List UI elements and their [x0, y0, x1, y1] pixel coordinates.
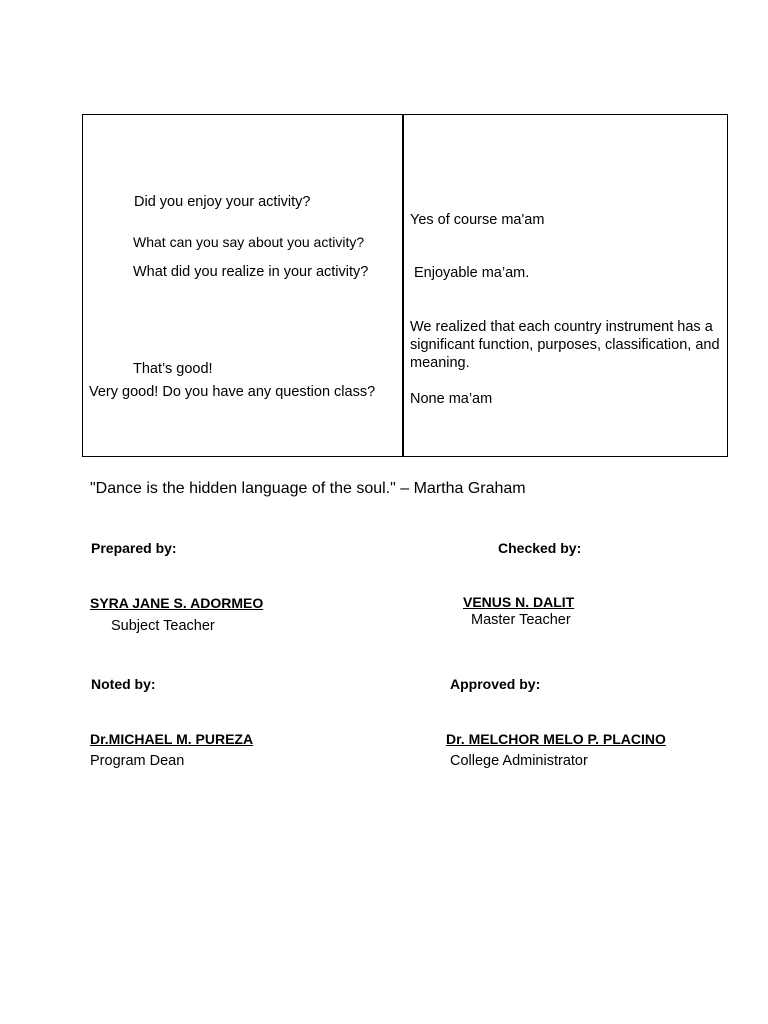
checked-by-role: Master Teacher: [471, 612, 571, 628]
prepared-by-name: SYRA JANE S. ADORMEO: [90, 595, 264, 611]
prepared-by-label: Prepared by:: [91, 540, 177, 556]
student-answer-say: Enjoyable ma’am.: [414, 265, 530, 281]
teacher-response-question: Very good! Do you have any question class?: [89, 384, 376, 400]
approved-by-role: College Administrator: [450, 753, 588, 769]
teacher-question-realize: What did you realize in your activity?: [133, 264, 369, 280]
teacher-question-say: What can you say about you activity?: [133, 234, 365, 250]
prepared-by-role: Subject Teacher: [111, 618, 215, 634]
teacher-response-good: That’s good!: [133, 361, 213, 377]
student-answer-none: None ma’am: [410, 391, 493, 407]
dialogue-table: [82, 114, 728, 457]
student-answer-enjoy: Yes of course ma'am: [410, 212, 545, 228]
checked-by-name: VENUS N. DALIT: [463, 594, 575, 610]
noted-by-name: Dr.MICHAEL M. PUREZA: [90, 731, 254, 747]
noted-by-label: Noted by:: [91, 676, 156, 692]
noted-by-role: Program Dean: [90, 753, 185, 769]
student-answer-realize: We realized that each country instrument has a significant function, purposes, classification, and meaning.: [410, 319, 720, 371]
quote-text: "Dance is the hidden language of the soul." – Martha Graham: [90, 480, 526, 497]
approved-by-label: Approved by:: [450, 676, 541, 692]
approved-by-name: Dr. MELCHOR MELO P. PLACINO: [446, 731, 666, 747]
checked-by-label: Checked by:: [498, 540, 582, 556]
table-column-divider: [402, 114, 404, 457]
teacher-question-enjoy: Did you enjoy your activity?: [134, 194, 311, 210]
